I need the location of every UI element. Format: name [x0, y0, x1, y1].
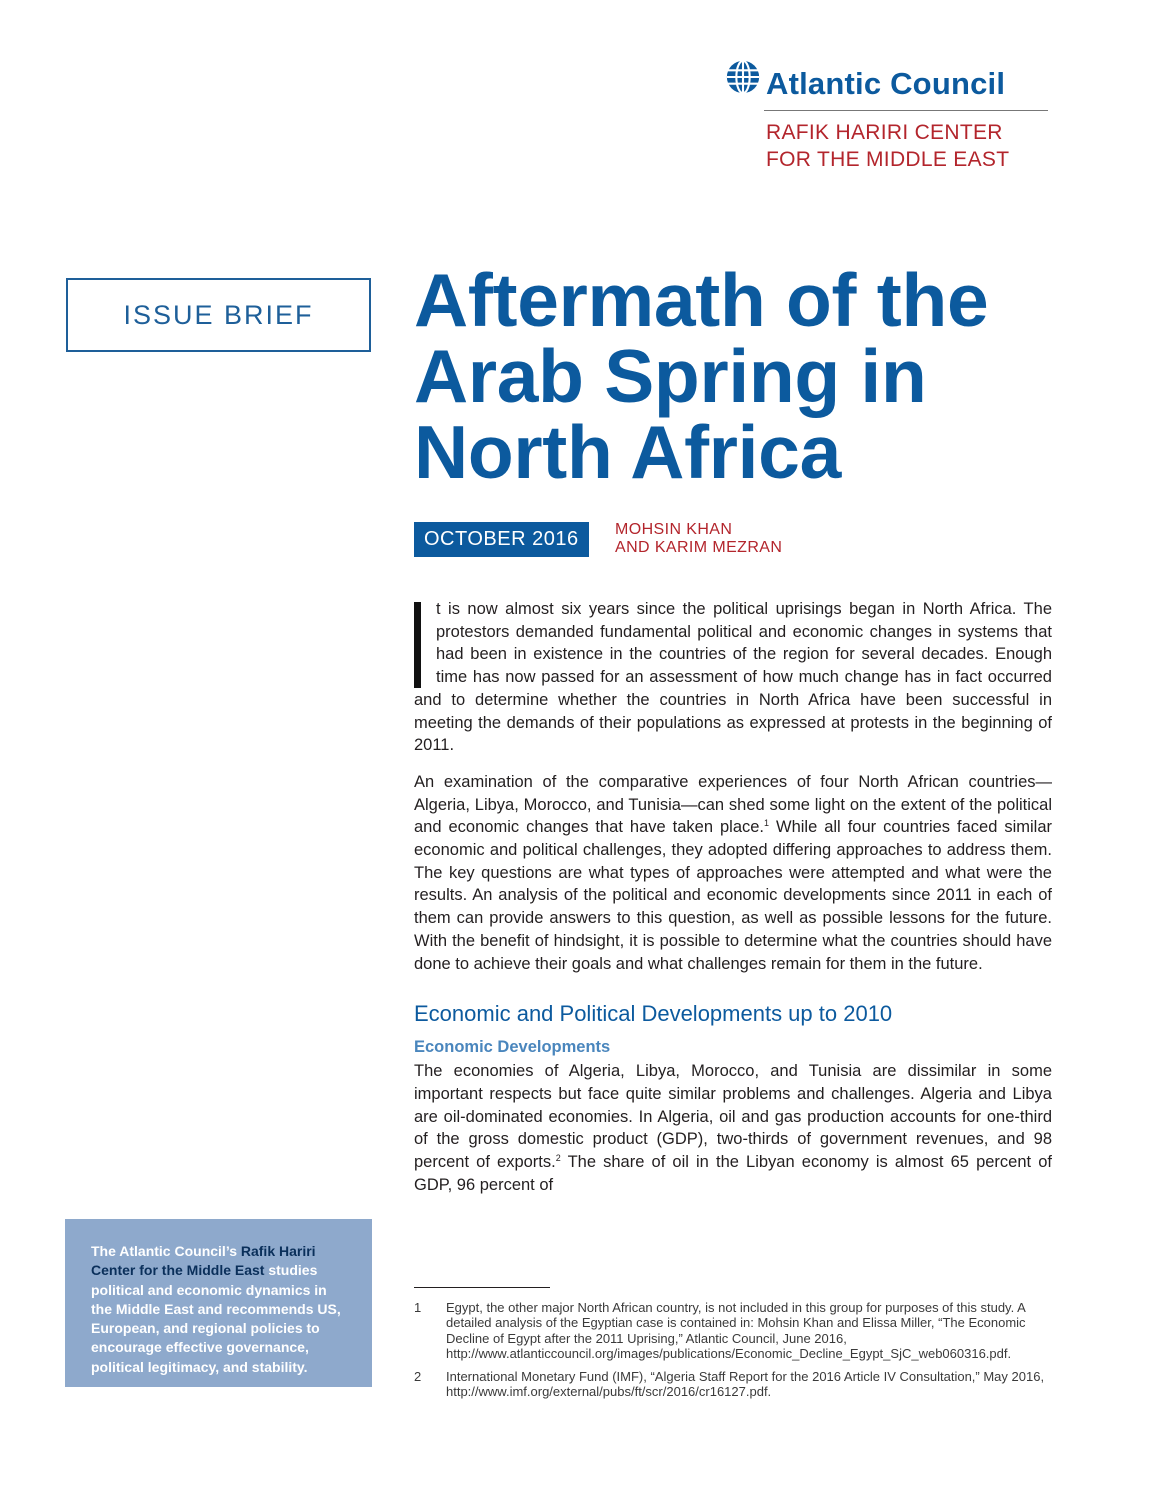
article-body: [414, 598, 1052, 1210]
subsection-heading: Economic Developments: [414, 1038, 611, 1057]
atlantic-council-logo: [724, 66, 1048, 173]
paragraph-intro: t is now almost six years since the political uprisings began in North Africa. The protestors demanded fundamental political and economic changes in systems that had been in existence in the countries of the region for several decades. Enough time has now passed for an assessment of how much change has in fact occurred and to determine whether the countries in North Africa have been successful in meeting the demands of their populations as expressed at protests in the beginning of 2011.: [414, 600, 1052, 755]
footnote-ref[interactable]: 2: [555, 1153, 561, 1164]
drop-cap: [414, 602, 421, 688]
logo-divider: [764, 110, 1048, 111]
footnote: 2 International Monetary Fund (IMF), “Algeria Staff Report for the 2016 Article IV Consultation,” May 2016, http://www.imf.org/external/pubs/ft/scr/2016/cr16127.pdf.: [414, 1368, 1045, 1400]
paragraph-3: The economies of Algeria, Libya, Morocco, and Tunisia are dissimilar in some important respects but face quite similar problems and challenges. Algeria and Libya are oil-dominated economies. In Algeria, oil and gas production accounts for one-third of the gross domestic product (GDP), two-thirds of government revenues, and 98 percent of exports.$^2$ The share of oil in the Libyan economy is almost 65 percent of GDP, 96 percent of: [414, 1062, 1052, 1194]
authors: MOHSIN KHAN AND KARIM MEZRAN: [615, 521, 783, 556]
page-title: Aftermath of the Arab Spring in North Africa: [414, 258, 989, 494]
center-name: RAFIK HARIRI CENTER FOR THE MIDDLE EAST: [766, 121, 1010, 171]
section-heading: Economic and Political Developments up to 2010: [414, 1001, 893, 1027]
footnotes: [414, 1300, 1054, 1406]
footnote: 1 Egypt, the other major North African country, is not included in this group for purposes of this study. A detailed analysis of the Egyptian case is contained in: Mohsin Khan and Elissa Miller, “The Economic Decline of Egypt after the 2011 Uprising,” Atlantic Council, June 2016, http://www.atlanticcouncil.org/images/publications/Economic_Decline_Egypt_SjC_web060316.pdf.: [414, 1300, 1026, 1362]
center-description-box: The Atlantic Council’s Rafik Hariri Center for the Middle East studies political and economic dynamics in the Middle East and recommends US, European, and regional policies to encourage effective governance, political legitimacy, and stability.: [65, 1219, 372, 1387]
org-name: Atlantic Council: [766, 66, 1006, 101]
paragraph-2: An examination of the comparative experiences of four North African countries—Algeria, Libya, Morocco, and Tunisia—can shed some light on the extent of the political and economic changes that have taken place.$^1$ While all four countries faced similar economic and political challenges, they adopted differing approaches to address them. The key questions are what types of approaches were attempted and what were the results. An analysis of the political and economic developments since 2011 in each of them can provide answers to this question, as well as possible lessons for the future. With the benefit of hindsight, it is possible to determine what the countries should have done to achieve their goals and what challenges remain for them in the future.: [414, 772, 1052, 973]
footnote-divider: [414, 1287, 550, 1288]
publication-date: OCTOBER 2016: [414, 522, 589, 557]
globe-icon: [724, 58, 762, 96]
issue-brief-label: ISSUE BRIEF: [66, 278, 371, 352]
footnote-ref[interactable]: 1: [764, 818, 770, 829]
